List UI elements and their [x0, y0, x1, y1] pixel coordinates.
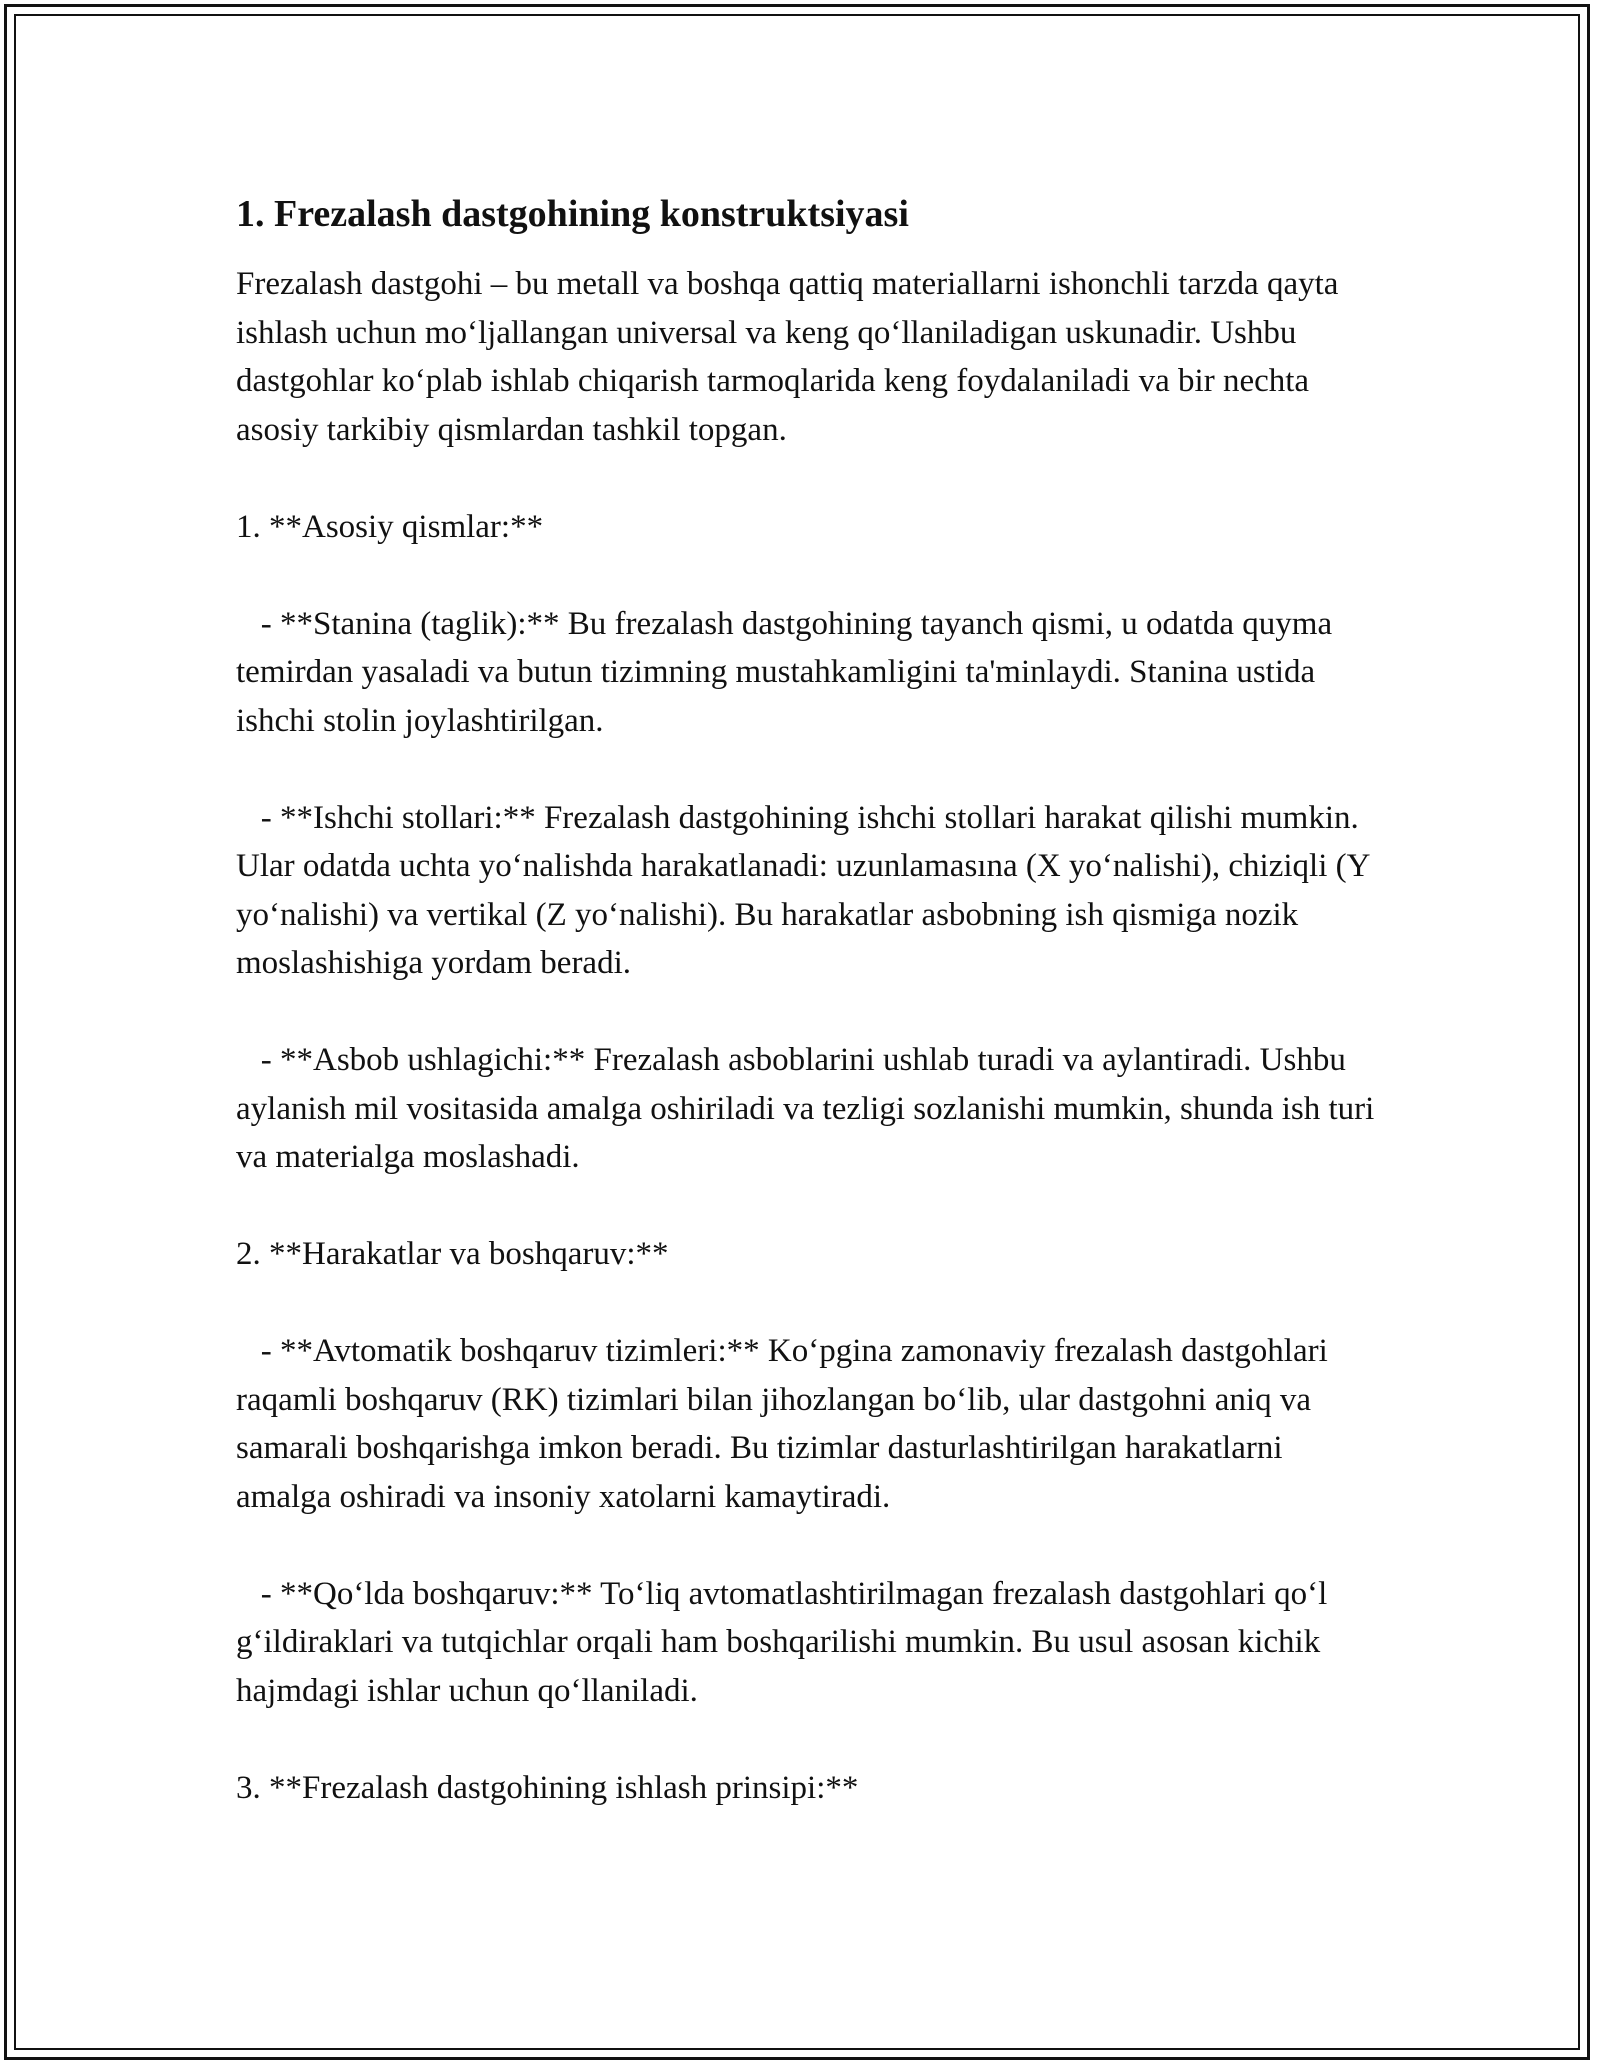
- paragraph-gap: [236, 1182, 1386, 1231]
- list-item-ishchi-stollari: [236, 794, 1386, 988]
- list-item-asbob-ushlagichi: [236, 1036, 1386, 1182]
- list-item-text: - **Avtomatik boshqaruv tizimleri:** Ko‘pgina zamonaviy frezalash dastgohlari raqamli boshqaruv (RK) tizimlari bilan jihozlangan bo‘lib, ular dastgohni aniq va samarali boshqarishga imkon beradi. Bu tizimlar dasturlashtirilgan harakatlarni amalga oshiradi va insoniy xatolarni kamaytiradi.: [236, 1333, 1328, 1515]
- document-title: 1. Frezalash dastgohining konstruktsiyasi: [236, 193, 909, 235]
- paragraph-gap: [236, 1279, 1386, 1328]
- intro-paragraph: Frezalash dastgohi – bu metall va boshqa qattiq materiallarni ishonchli tarzda qayta ishlash uchun mo‘ljallangan universal va keng qo‘llaniladigan uskunadir. Ushbu dastgohlar ko‘plab ishlab chiqarish tarmoqlarida keng foydalaniladi va bir nechta asosiy tarkibiy qismlardan tashkil topgan.: [236, 266, 1339, 448]
- paragraph-gap: [236, 745, 1386, 794]
- section-heading-1: 1. **Asosiy qismlar:**: [236, 508, 544, 545]
- list-item-text: - **Ishchi stollari:** Frezalash dastgohining ishchi stollari harakat qilishi mumkin. Ular odatda uchta yo‘nalishda harakatlanadi: uzunlamasına (X yo‘nalishi), chiziqli (Y yo‘nalishi) va vertikal (Z yo‘nalishi). Bu harakatlar asbobning ish qismiga nozik moslashishiga yordam beradi.: [236, 799, 1370, 981]
- list-item-stanina: [236, 600, 1386, 746]
- paragraph-gap: [236, 454, 1386, 503]
- list-item-avtomatik-boshqaruv: [236, 1327, 1386, 1521]
- paragraph-gap: [236, 551, 1386, 600]
- paragraph-gap: [236, 1715, 1386, 1764]
- list-item-qolda-boshqaruv: [236, 1570, 1386, 1716]
- section-heading-2: 2. **Harakatlar va boshqaruv:**: [236, 1236, 669, 1272]
- list-item-text: - **Asbob ushlagichi:** Frezalash asboblarini ushlab turadi va aylantiradi. Ushbu aylanish mil vositasida amalga oshiriladi va tezligi sozlanishi mumkin, shunda ish turi va materialga moslashadi.: [236, 1042, 1375, 1175]
- paragraph-gap: [236, 1521, 1386, 1570]
- list-item-text: - **Stanina (taglik):** Bu frezalash dastgohining tayanch qismi, u odatda quyma temirdan yasaladi va butun tizimning mustahkamligini ta'minlaydi. Stanina ustida ishchi stolin joylashtirilgan.: [236, 605, 1333, 739]
- document-body: [236, 182, 1386, 1812]
- section-heading-3: 3. **Frezalash dastgohining ishlash prinsipi:**: [236, 1769, 859, 1806]
- list-item-text: - **Qo‘lda boshqaruv:** To‘liq avtomatlashtirilmagan frezalash dastgohlari qo‘l g‘ildiraklari va tutqichlar orqali ham boshqarilishi mumkin. Bu usul asosan kichik hajmdagi ishlar uchun qo‘llaniladi.: [236, 1575, 1328, 1709]
- paragraph-gap: [236, 988, 1386, 1037]
